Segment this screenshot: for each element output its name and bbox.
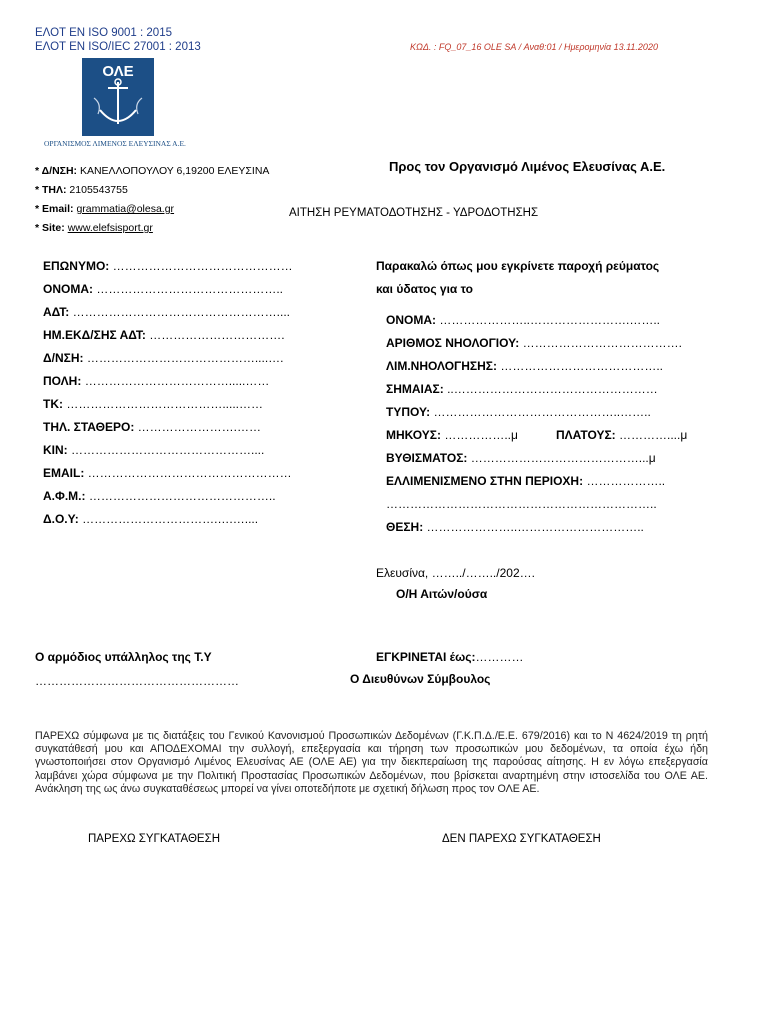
vessel-registry-field[interactable] bbox=[386, 336, 682, 350]
approved-label: ΕΓΚΡΙΝΕΤΑΙ έως: bbox=[376, 650, 476, 664]
field-tax-office[interactable] bbox=[43, 512, 258, 526]
address-value: ΚΑΝΕΛΛΟΠΟΥΛΟΥ 6,19200 ΕΛΕΥΣΙΝΑ bbox=[79, 165, 270, 177]
field-label: ΟΝΟΜΑ: bbox=[386, 313, 436, 327]
field-dots: ……………………………………….. bbox=[88, 489, 276, 503]
field-label: ΤΗΛ. ΣΤΑΘΕΡΟ: bbox=[43, 420, 135, 434]
vessel-port-field[interactable] bbox=[386, 359, 663, 373]
employee-signature-dots[interactable]: …………………………………………… bbox=[35, 674, 239, 688]
consent-yes-option[interactable]: ΠΑΡΕΧΩ ΣΥΓΚΑΤΑΘΕΣΗ bbox=[88, 833, 221, 845]
field-dots: ………………………………………..…….. bbox=[433, 405, 651, 419]
field-dots: …………………………….….….... bbox=[82, 512, 259, 526]
field-label: ΛΙΜ.ΝΗΟΛΟΓΗΣΗΣ: bbox=[386, 359, 497, 373]
field-dots: …………....μ bbox=[619, 428, 688, 442]
field-dots: ……………………………………...μ bbox=[470, 451, 656, 465]
field-dots: ……………………………………….. bbox=[96, 282, 284, 296]
field-label: EMAIL: bbox=[43, 466, 85, 480]
logo-caption: ΟΡΓΑΝΙΣΜΟΣ ΛΙΜΕΝΟΣ ΕΛΕΥΣΙΝΑΣ Α.Ε. bbox=[44, 139, 186, 148]
iso-9001-line: ΕΛΟΤ EN ISO 9001 : 2015 bbox=[35, 27, 172, 39]
field-dots: ………………………………….. bbox=[500, 359, 663, 373]
field-email[interactable] bbox=[43, 466, 292, 480]
iso-27001-line: ΕΛΟΤ EN ISO/IEC 27001 : 2013 bbox=[35, 41, 201, 53]
contact-site bbox=[35, 222, 153, 234]
field-label: ΟΝΟΜΑ: bbox=[43, 282, 93, 296]
field-label: Δ/ΝΣΗ: bbox=[43, 351, 84, 365]
address-label: * Δ/ΝΣΗ: bbox=[35, 165, 78, 177]
field-label: ΕΛΛΙΜΕΝΙΣΜΕΝΟ ΣΤΗΝ ΠΕΡΙΟΧΗ: bbox=[386, 474, 584, 488]
vessel-flag-field[interactable] bbox=[386, 382, 658, 396]
field-dots: …………………………………………….... bbox=[72, 305, 290, 319]
email-label: * Email: bbox=[35, 203, 74, 215]
field-dots: ……………………………………….... bbox=[71, 443, 265, 457]
approved-until-field[interactable] bbox=[376, 650, 523, 664]
recipient-line: Προς τον Οργανισμό Λιμένος Ελευσίνας Α.Ε. bbox=[389, 159, 666, 174]
approved-dots: ………… bbox=[475, 650, 524, 664]
field-dots: …………………………………. bbox=[522, 336, 682, 350]
field-dots: …………………….…… bbox=[137, 420, 262, 434]
field-city[interactable] bbox=[43, 374, 269, 388]
field-dots: ……………….. bbox=[586, 474, 666, 488]
field-label: ΚΙΝ: bbox=[43, 443, 68, 457]
contact-phone bbox=[35, 184, 128, 196]
field-address[interactable] bbox=[43, 351, 284, 365]
site-link[interactable]: www.elefsisport.gr bbox=[67, 222, 153, 234]
date-line[interactable]: Ελευσίνα, ……../……../202…. bbox=[376, 566, 535, 580]
field-tax-id[interactable] bbox=[43, 489, 276, 503]
field-dots: ……………………………….....…… bbox=[84, 374, 270, 388]
field-dots: ………………………………………………………….. bbox=[386, 497, 657, 511]
email-link[interactable]: grammatia@olesa.gr bbox=[76, 203, 175, 215]
vessel-berthed-extra-line[interactable] bbox=[386, 497, 657, 511]
document-code: ΚΩΔ. : FQ_07_16 OLE SA / Αναθ:01 / Ημερομηνία 13.11.2020 bbox=[410, 42, 658, 52]
field-dots: …………………..…………………….…….. bbox=[439, 313, 661, 327]
field-label: ΒΥΘΙΣΜΑΤΟΣ: bbox=[386, 451, 468, 465]
field-label: ΣΗΜΑΙΑΣ: bbox=[386, 382, 444, 396]
vessel-length-field[interactable] bbox=[386, 428, 518, 442]
field-landline[interactable] bbox=[43, 420, 261, 434]
field-dots: …………………………………………… bbox=[87, 466, 292, 480]
field-dots: ………………………………….....…… bbox=[66, 397, 264, 411]
contact-address bbox=[35, 165, 269, 177]
logo-text: ΟΛΕ bbox=[102, 63, 134, 80]
ceo-label: Ο Διευθύνων Σύμβουλος bbox=[350, 672, 491, 686]
field-surname[interactable] bbox=[43, 259, 293, 273]
field-label: ΜΗΚΟΥΣ: bbox=[386, 428, 441, 442]
ole-logo bbox=[82, 58, 154, 136]
applicant-signature-label: Ο/Η Αιτών/ούσα bbox=[396, 587, 488, 601]
phone-label: * ΤΗΛ: bbox=[35, 184, 67, 196]
request-line-2: και ύδατος για το bbox=[376, 282, 473, 296]
field-dots: ……………………………………… bbox=[112, 259, 293, 273]
field-label: ΠΛΑΤΟΥΣ: bbox=[556, 428, 616, 442]
employee-label: Ο αρμόδιος υπάλληλος της Τ.Υ bbox=[35, 650, 212, 664]
vessel-draft-field[interactable] bbox=[386, 451, 656, 465]
field-dots: ……………………………. bbox=[149, 328, 285, 342]
vessel-position-field[interactable] bbox=[386, 520, 644, 534]
field-dots: ……………..μ bbox=[444, 428, 518, 442]
field-dots: ..…………………………………………… bbox=[447, 382, 658, 396]
field-name[interactable] bbox=[43, 282, 283, 296]
consent-no-option[interactable]: ΔΕΝ ΠΑΡΕΧΩ ΣΥΓΚΑΤΑΘΕΣΗ bbox=[442, 833, 601, 845]
field-mobile[interactable] bbox=[43, 443, 264, 457]
field-label: Α.Φ.Μ.: bbox=[43, 489, 86, 503]
field-label: ΤΥΠΟΥ: bbox=[386, 405, 431, 419]
field-label: ΗΜ.ΕΚΔ/ΣΗΣ ΑΔΤ: bbox=[43, 328, 146, 342]
field-label: ΠΟΛΗ: bbox=[43, 374, 82, 388]
consent-paragraph: ΠΑΡΕΧΩ σύμφωνα με τις διατάξεις του Γενικού Κανονισμού Προσωπικών Δεδομένων (Γ.Κ.Π.Δ./Ε.Ε. 679/2016) και το Ν 4624/2019 τη ρητή συγκατάθεσή μου και ΑΠΟΔΕΧΟΜΑΙ την συλλογή, επεξεργασία και τήρηση των προσωπικών μου δεδομένων, τα οποία έχω ήδη γνωστοποιήσει στον Οργανισμό Λιμένος Ελευσίνας ΑΕ (ΟΛΕ ΑΕ) για την διεκπεραίωση της παρούσας αίτησης. Η εν λόγω επεξεργασία λαμβάνει χώρα σύμφωνα με την Πολιτική Προστασίας Προσωπικών Δεδομένων, που βρίσκεται αναρτημένη στην ιστοσελίδα του ΟΛΕ ΑΕ. Ανάκληση της ως άνω συγκαταθέσεως μπορεί να γίνει οποτεδήποτε με σχετική δήλωση προς τον ΟΛΕ ΑΕ. bbox=[35, 730, 708, 795]
field-dots: ……………………………………....…. bbox=[86, 351, 284, 365]
field-label: Δ.Ο.Υ: bbox=[43, 512, 79, 526]
request-line-1: Παρακαλώ όπως μου εγκρίνετε παροχή ρεύματος bbox=[376, 259, 660, 273]
field-label: ΑΡΙΘΜΟΣ ΝΗΟΛΟΓΙΟΥ: bbox=[386, 336, 520, 350]
field-id-number[interactable] bbox=[43, 305, 290, 319]
field-id-issue-date[interactable] bbox=[43, 328, 285, 342]
field-postal-code[interactable] bbox=[43, 397, 263, 411]
vessel-berthed-field[interactable] bbox=[386, 474, 665, 488]
field-label: ΘΕΣΗ: bbox=[386, 520, 424, 534]
contact-email bbox=[35, 203, 174, 215]
field-dots: …………………..………………………….. bbox=[426, 520, 644, 534]
field-label: ΤΚ: bbox=[43, 397, 63, 411]
form-title: ΑΙΤΗΣΗ ΡΕΥΜΑΤΟΔΟΤΗΣΗΣ - ΥΔΡΟΔΟΤΗΣΗΣ bbox=[289, 207, 539, 219]
vessel-width-field[interactable] bbox=[556, 428, 687, 442]
field-label: ΕΠΩΝΥΜΟ: bbox=[43, 259, 110, 273]
vessel-name-field[interactable] bbox=[386, 313, 660, 327]
phone-value: 2105543755 bbox=[69, 184, 128, 196]
vessel-type-field[interactable] bbox=[386, 405, 651, 419]
field-label: ΑΔΤ: bbox=[43, 305, 70, 319]
anchor-icon bbox=[82, 58, 154, 136]
site-label: * Site: bbox=[35, 222, 65, 234]
